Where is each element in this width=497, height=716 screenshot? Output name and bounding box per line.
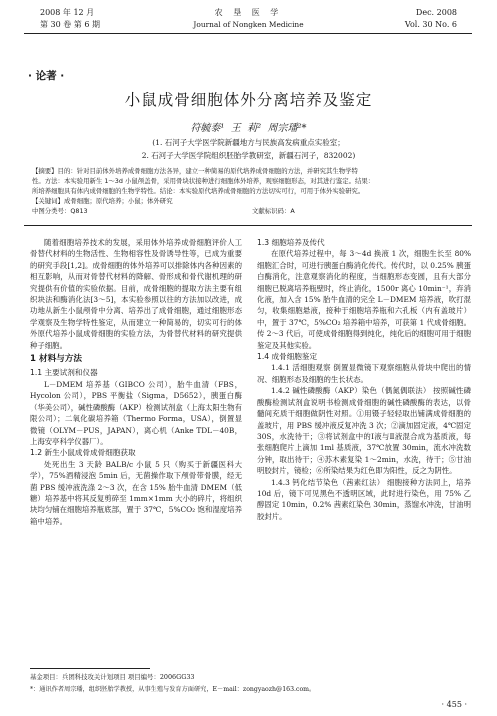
right-column bbox=[257, 237, 471, 522]
culture-passage-paragraph: 在原代培养过程中，每 3～4d 换液 1 次，细胞生长至 80% 细胞汇合时，可进行胰蛋白酶消化传代。传代时，以 0.25% 胰蛋白酶消化，注意观察消化的程度，当细胞形态变圆，且有大部分细胞已脱离培养瓶壁时，终止消化，1500r 离心 10min⁻¹，弃消化液，加入含 15% 胎牛血清的完全 L－DMEM 培养液，吹打混匀，收集细胞悬液，接种于细胞培养瓶和六孔板（内有盖玻片）中，置于 37℃，5%CO₂ 培养箱中培养，可获第 1 代成骨细胞。传 2～3 代后，可使成骨细胞得到纯化，纯化后的细胞可用于细胞鉴定及其他实验。 bbox=[257, 249, 471, 350]
cell-harvest-paragraph: 处死出生 3 天龄 BALB/c 小鼠 5 只（购买于新疆医科大学），75%酒精浸泡 5min 后，无菌操作取下颅骨带骨膜，经无菌 PBS 缓冲液洗涤 2～3 次，在含 15% 胎牛血清 DMEM（低糖）培养基中将其反复剪碎至 1mm×1mm 大小的碎片，将组织块均匀铺在细胞培养瓶底部，置于 37℃，5%CO₂ 饱和湿度培养箱中培养。 bbox=[30, 459, 242, 526]
reagents-paragraph: L－DMEM 培养基（GIBCO 公司），胎牛血清（FBS，Hycolon 公司），PBS 平衡盐（Sigma，D5652），胰蛋白酶（华美公司），碱性磷酸酶（AKP）检测试剂盒（上海太阳生物有限公司）；二氧化碳培养箱（Thermo Forma，USA），倒置显微镜（OLYM－PUS，JAPAN），离心机（Anke TDL－40B，上海安亭科学仪器厂）。 bbox=[30, 379, 242, 446]
affiliation-2: 2. 石河子大学医学院组织胚胎学教研室，新疆石河子，832002) bbox=[141, 151, 356, 160]
heading-reagents: 1.1 主要试剂和仪器 bbox=[30, 368, 98, 378]
heading-cell-harvest: 1.2 新生小鼠成骨成骨细胞获取 bbox=[30, 448, 136, 458]
heading-culture-passage: 1.3 细胞培养及传代 bbox=[257, 238, 325, 247]
header-vol-issue: 第 30 卷 第 6 期 bbox=[40, 20, 100, 29]
header-date-en: Dec. 2008 bbox=[415, 8, 457, 17]
section-label: · 论著 · bbox=[28, 70, 65, 82]
footnote-rule bbox=[30, 668, 150, 669]
heading-materials-methods: 1 材料与方法 bbox=[30, 354, 82, 365]
abstract-line-2: 性。方法：本实验用新生 1～3d 小鼠颅盖骨，采用骨块状接种进行细胞体外培养，观察细胞形态，对其进行鉴定。结果： bbox=[32, 177, 375, 185]
keywords: 【关键词】成骨细胞；原代培养；小鼠；体外研究 bbox=[32, 197, 173, 205]
heading-identification: 1.4 成骨细胞鉴定 bbox=[257, 352, 318, 362]
abstract-line-3: 所培养细胞具有体内成骨细胞的生物学特性。结论：本实验原代培养成骨细胞的方法切实可行，可用于体外实验研究。 bbox=[32, 187, 365, 195]
abstract-block bbox=[32, 166, 468, 216]
footnote-corresponding-author: *：通讯作者周宗璠，组织胚胎学教授，从事生殖与发育方面研究，E－mail：zongyaozh@163.com。 bbox=[30, 686, 316, 693]
header-vol-en: Vol. 30 No. 6 bbox=[404, 20, 457, 29]
abstract-rule bbox=[24, 225, 472, 226]
header-date-issue: 2008 年 12 月 bbox=[40, 8, 95, 17]
akp-staining-paragraph: 1.4.2 碱性磷酸酶（AKP）染色（偶氮偶联法） 按照碱性磷酸酶检测试剂盒说明书检测成骨细胞的碱性磷酸酶的表达，以骨髓间充质干细胞做阴性对照。①用镊子轻轻取出铺满成骨细胞的盖玻片，用 PBS 缓冲液反复冲洗 3 次；②滴加固定液，4℃固定 30S，水洗待干；③将试剂盒中的Ⅰ液与Ⅱ液混合成为基质液，每张细胞爬片上滴加 1ml 基质液，37℃放置 30min，流水冲洗数分钟，取出待干；④苏木素复染 1～2min，水洗，待干；⑤甘油明胶封片，镜检；⑥所染结果为红色即为阳性，反之为阴性。 bbox=[257, 386, 471, 476]
header-journal-cn: 农 垦 医 学 bbox=[214, 8, 283, 17]
header-rule bbox=[24, 33, 472, 34]
document-code: 文献标识码：A bbox=[252, 207, 295, 215]
calcified-nodule-paragraph: 1.4.3 钙化结节染色（茜素红法） 细胞接种方法同上，培养 10d 后，镜下可见黑色不透明区域，此时进行染色，用 75% 乙醇固定 10min，0.2% 茜素红染色 30min，蒸馏水冲洗，甘油明胶封片。 bbox=[257, 477, 471, 521]
footnote-fund: 基金项目：兵团科技攻关计划项目 项目编号：2006GG33 bbox=[30, 673, 195, 681]
paper-authors: 符毓泰¹ 王 莉² 周宗璠²* bbox=[190, 123, 307, 134]
page-number: · 455 · bbox=[441, 700, 467, 709]
intro-paragraph: 随着细胞培养技术的发展，采用体外培养成骨细胞评价人工骨替代材料的生物活性、生物相容性及骨诱导性等，已成为重要的研究手段[1,2]。成骨细胞的体外培养可以排除体内各种因素的相互影响，从而对骨替代材料的降解、骨形成和骨代谢机理的研究提供有价值的实验依据。目前，成骨细胞的提取方法主要有组织块法和酶消化法[3～5]，本实验参照以往的方法加以改进，成功地从新生小鼠颅骨中分离、培养出了成骨细胞，通过细胞形态学观察及生物学特性鉴定，从而建立一种简易的，切实可行的体外原代培养小鼠成骨细胞的实验方法，为骨替代材料的研究提供种子细胞。 bbox=[30, 238, 242, 350]
header-journal-en: Journal of Nongken Medicine bbox=[193, 20, 304, 29]
live-cell-paragraph: 1.4.1 活细胞观察 倒置显微镜下观察细胞从骨块中爬出的情况、细胞形态及细胞的生长状态。 bbox=[257, 363, 471, 384]
clc-number: 中图分类号：Q813 bbox=[32, 207, 88, 215]
left-column bbox=[30, 237, 242, 527]
paper-title: 小鼠成骨细胞体外分离培养及鉴定 bbox=[124, 91, 373, 109]
affiliation-1: (1. 石河子大学医学院新疆地方与民族高发病重点实验室； bbox=[152, 138, 345, 147]
abstract-line-1: 【摘要】目的：针对目前体外培养成骨细胞方法各异，建立一种简易的原代培养成骨细胞的方法，并研究其生物学特 bbox=[32, 167, 358, 175]
